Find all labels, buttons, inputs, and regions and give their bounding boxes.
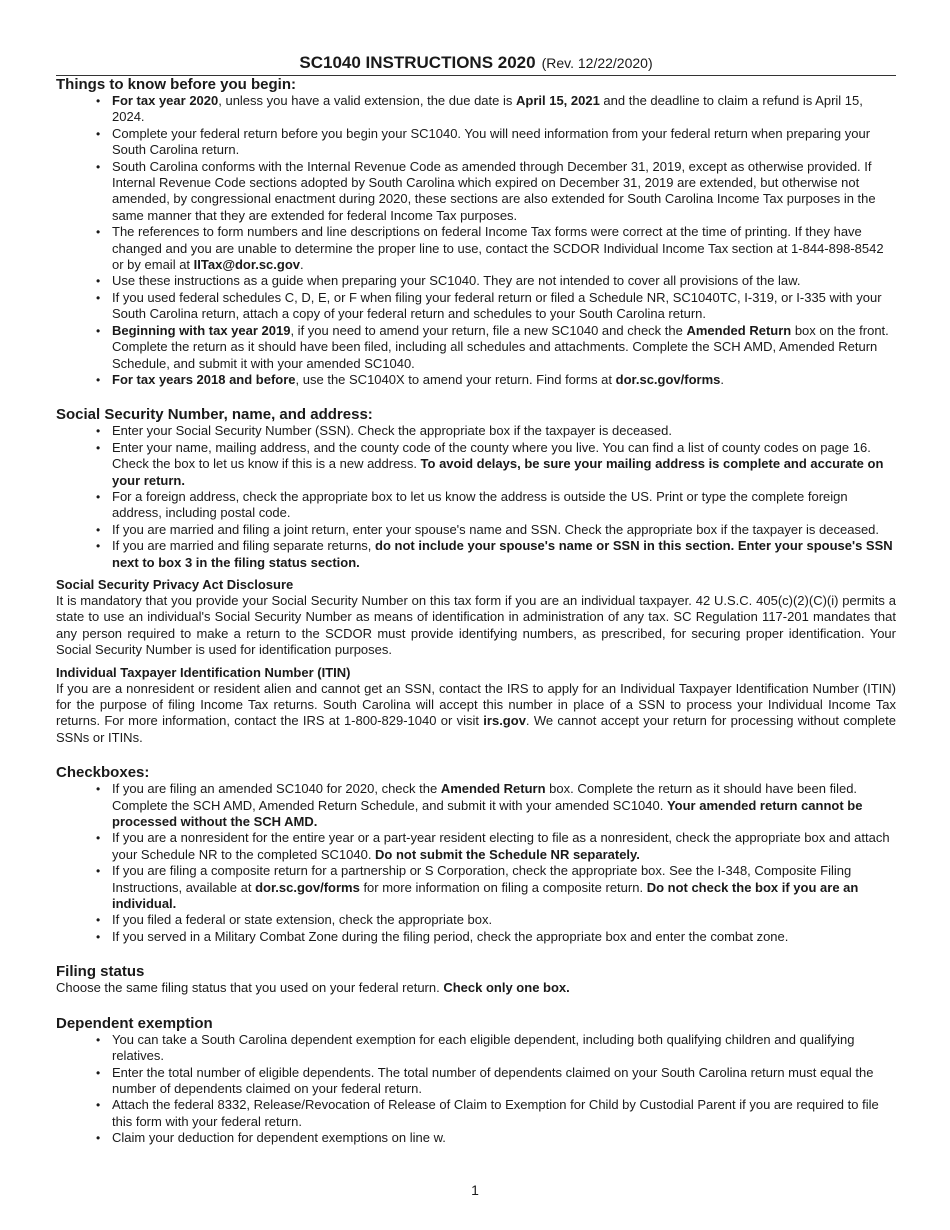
list-item: • You can take a South Carolina dependent exemption for each eligible dependent, including both qualifying children and qualifying relatives. (112, 1032, 896, 1065)
ssn-heading: Social Security Number, name, and address: (56, 406, 373, 424)
list-item: • South Carolina conforms with the Internal Revenue Code as amended through December 31, 2019, except as otherwise provided. If Internal Revenue Code sections adopted by South Carolina which expired on December 31, 2019 are extended, but otherwise not amended, by congressional enactment during 2020, these sections are also extended for South Carolina Income Tax purposes in the same manner that they are extended for federal Income Tax purposes. (112, 159, 896, 225)
itin-heading: Individual Taxpayer Identification Number (ITIN) (56, 664, 351, 680)
ssn-list (56, 423, 896, 571)
filing-status-text: Choose the same filing status that you used on your federal return. Check only one box. (56, 980, 570, 996)
things-to-know-list (56, 93, 896, 388)
document-page (56, 52, 896, 1147)
list-item: • If you are a nonresident for the entire year or a part-year resident electing to file as a nonresident, check the appropriate box and attach your Schedule NR to the completed SC1040. Do not submit the Schedule NR separately. (112, 830, 896, 863)
title-text: SC1040 INSTRUCTIONS 2020 (299, 53, 536, 72)
list-item: • Beginning with tax year 2019, if you need to amend your return, file a new SC1040 and check the Amended Return box on the front. Complete the return as it should have been filed, including all schedules and attachments. Complete the SCH AMD, Amended Return Schedule, and submit it with your amended SC1040. (112, 323, 896, 372)
filing-status-heading: Filing status (56, 963, 145, 981)
list-item: • If you filed a federal or state extension, check the appropriate box. (112, 912, 896, 928)
privacy-text: It is mandatory that you provide your Social Security Number on this tax form if you are an individual taxpayer. 42 U.S.C. 405(c)(2)(C)(i) permits a state to use an individual's Social Security Number as means of identification in administration of any tax. SC Regulation 117-201 mandates that any person required to make a return to the SCDOR must provide identifying numbers, as prescribed, for securing proper identification. Your Social Security Number is used for identification purposes. (56, 592, 896, 658)
list-item: • The references to form numbers and line descriptions on federal Income Tax forms were correct at the time of printing. If they have changed and you are unable to determine the proper line to use, contact the SCDOR Individual Income Tax section at 1-844-898-8542 or by email at IITax@dor.sc.gov. (112, 224, 896, 273)
forms-link[interactable]: dor.sc.gov/forms (255, 879, 360, 895)
page-number: 1 (471, 1182, 479, 1198)
irs-link[interactable]: irs.gov (483, 713, 526, 729)
list-item: • Enter the total number of eligible dependents. The total number of dependents claimed on your South Carolina return must equal the number of dependents claimed on your federal return. (112, 1065, 896, 1098)
dependent-list (56, 1032, 896, 1147)
list-item: • For tax year 2020, unless you have a valid extension, the due date is April 15, 2021 and the deadline to claim a refund is April 15, 2024. (112, 93, 896, 126)
dependent-heading: Dependent exemption (56, 1014, 213, 1032)
forms-link[interactable]: dor.sc.gov/forms (615, 371, 721, 387)
list-item: • If you are filing a composite return for a partnership or S Corporation, check the appropriate box. See the I-348, Composite Filing Instructions, available at dor.sc.gov/forms for more information on filing a composite return. Do not check the box if you are an individual. (112, 863, 896, 912)
checkboxes-heading: Checkboxes: (56, 764, 150, 782)
things-to-know-heading: Things to know before you begin: (56, 76, 296, 93)
list-item: • Enter your name, mailing address, and the county code of the county where you live. You can find a list of county codes on page 16. Check the box to let us know if this is a new address. To avoid delays, be sure your mailing address is complete and accurate on your return. (112, 440, 896, 489)
list-item: • If you are married and filing a joint return, enter your spouse's name and SSN. Check the appropriate box if the taxpayer is deceased. (112, 522, 896, 538)
email-link[interactable]: IITax@dor.sc.gov (193, 257, 301, 273)
list-item: • Attach the federal 8332, Release/Revocation of Release of Claim to Exemption for Child by Custodial Parent if you are required to file this form with your federal return. (112, 1097, 896, 1130)
checkboxes-list (56, 781, 896, 945)
list-item: • Complete your federal return before you begin your SC1040. You will need information from your federal return when preparing your South Carolina return. (112, 126, 896, 159)
list-item: • Enter your Social Security Number (SSN). Check the appropriate box if the taxpayer is deceased. (112, 423, 896, 439)
revision-date: (Rev. 12/22/2020) (541, 55, 653, 71)
itin-text: If you are a nonresident or resident alien and cannot get an SSN, contact the IRS to apply for an Individual Taxpayer Identification Number (ITIN) for the purpose of filing Income Tax returns. South Carolina will accept this number in place of a SSN to process your Individual Income Tax returns. For more information, contact the IRS at 1-800-829-1040 or visit irs.gov. We cannot accept your return for processing without complete SSNs or ITINs. (56, 680, 896, 745)
list-item: • If you are filing an amended SC1040 for 2020, check the Amended Return box. Complete the return as it should have been filed. Complete the SCH AMD, Amended Return Schedule, and submit it with your amended SC1040. Your amended return cannot be processed without the SCH AMD. (112, 781, 896, 830)
list-item: • Use these instructions as a guide when preparing your SC1040. They are not intended to cover all provisions of the law. (112, 273, 896, 289)
list-item: • Claim your deduction for dependent exemptions on line w. (112, 1130, 896, 1146)
list-item: • If you are married and filing separate returns, do not include your spouse's name or SSN in this section. Enter your spouse's SSN next to box 3 in the filing status section. (112, 538, 896, 571)
list-item: • For tax years 2018 and before, use the SC1040X to amend your return. Find forms at dor.sc.gov/forms. (112, 372, 896, 388)
privacy-heading: Social Security Privacy Act Disclosure (56, 576, 294, 592)
list-item: • If you used federal schedules C, D, E, or F when filing your federal return or filed a Schedule NR, SC1040TC, I-319, or I-335 with your South Carolina return, attach a copy of your federal return and schedules to your South Carolina return. (112, 290, 896, 323)
list-item: • If you served in a Military Combat Zone during the filing period, check the appropriate box and enter the combat zone. (112, 929, 896, 945)
page-title (56, 52, 896, 76)
list-item: • For a foreign address, check the appropriate box to let us know the address is outside the US. Print or type the complete foreign address, including postal code. (112, 489, 896, 522)
